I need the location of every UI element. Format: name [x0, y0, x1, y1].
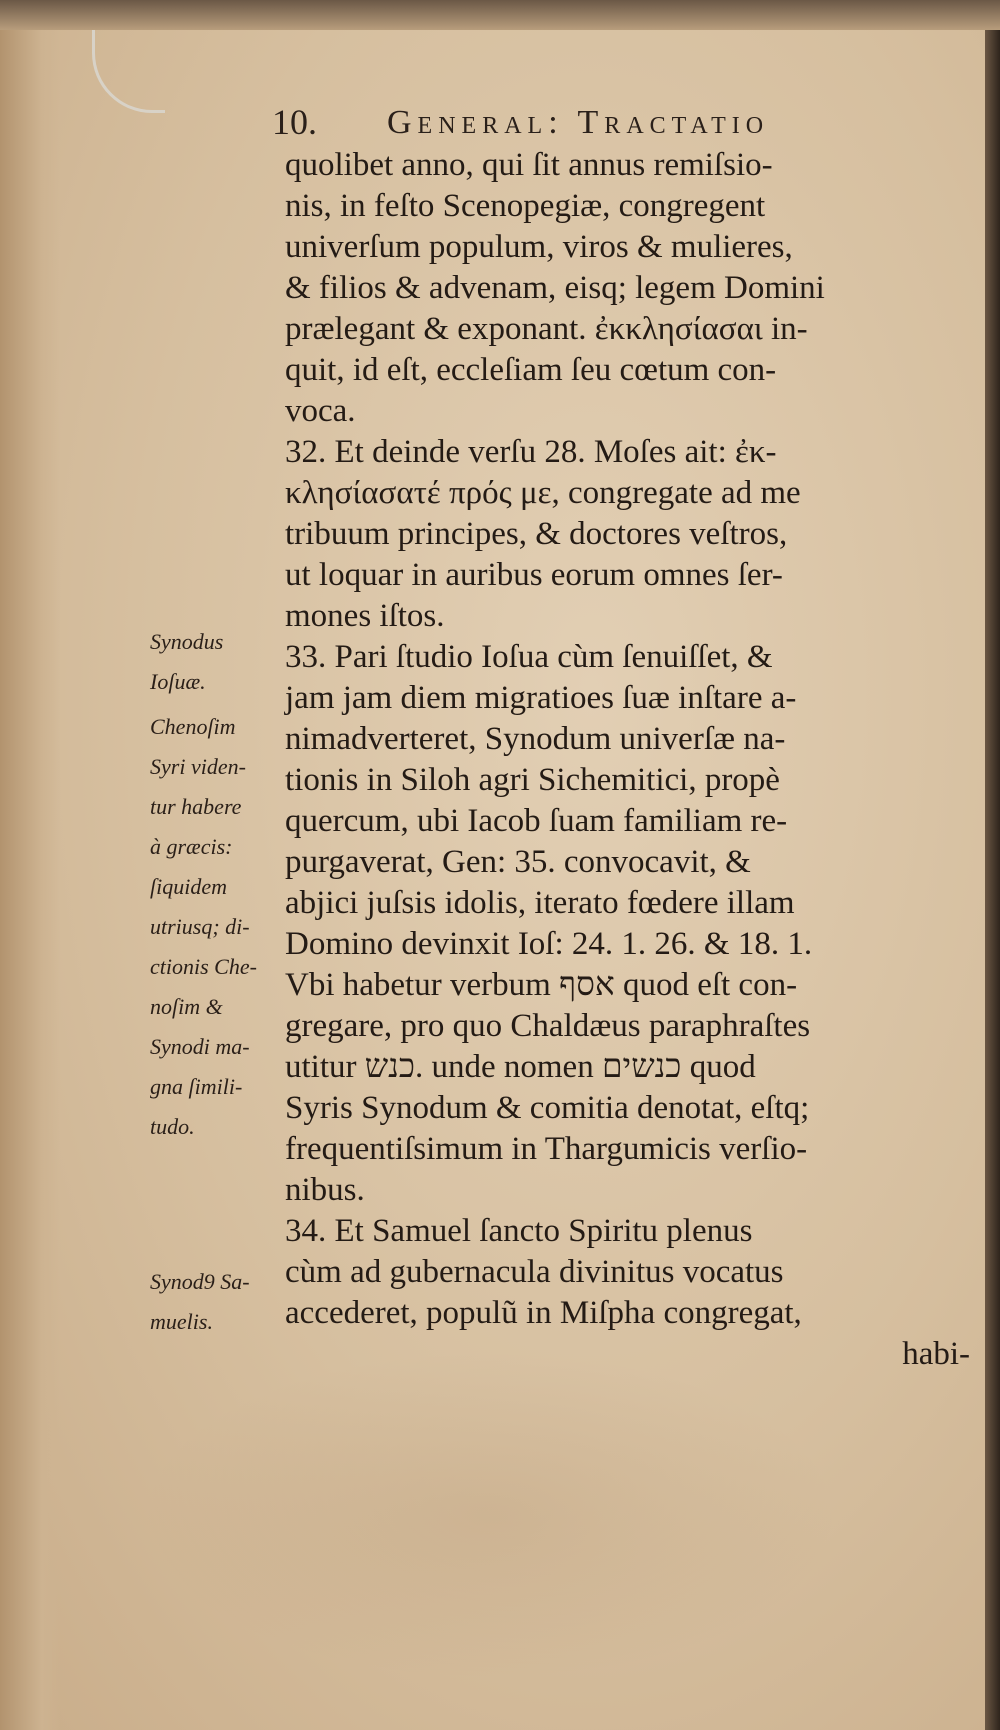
text-line: ut loquar in auribus eorum omnes ſer- — [285, 557, 783, 593]
text-line: tionis in Siloh agri Sichemitici, propè — [285, 762, 780, 798]
text-line: 33. Pari ſtudio Ioſua cùm ſenuiſſet, & — [285, 639, 773, 675]
margin-note-line: ſiquidem — [150, 874, 227, 899]
text-line: mones iſtos. — [285, 598, 445, 634]
margin-note-line: à græcis: — [150, 834, 233, 859]
margin-note-line: Ioſuæ. — [150, 669, 206, 694]
text-line: jam jam diem migratioes ſuæ inſtare a- — [285, 680, 797, 716]
text-line: Vbi habetur verbum אסף quod eſt con- — [285, 967, 798, 1003]
text-line: gregare, pro quo Chaldæus paraphraſtes — [285, 1008, 811, 1044]
margin-note-chenosim — [150, 707, 257, 1147]
text-line: & filios & advenam, eisq; legem Domini — [285, 270, 825, 306]
text-line: frequentiſsimum in Thargumicis verſio- — [285, 1131, 808, 1167]
text-line: abjici juſsis idolis, iterato fœdere illam — [285, 885, 795, 921]
text-line: nibus. — [285, 1172, 365, 1208]
text-line: quit, id eſt, eccleſiam ſeu cœtum con- — [285, 352, 777, 388]
text-line: utitur כנש. unde nomen כנשים quod — [285, 1049, 756, 1085]
text-line: cùm ad gubernacula divinitus vocatus — [285, 1254, 784, 1290]
text-line: prælegant & exponant. ἐκκλησίασαι in- — [285, 311, 808, 347]
text-line: Domino devinxit Ioſ: 24. 1. 26. & 18. 1. — [285, 926, 813, 962]
margin-note-line: tudo. — [150, 1114, 195, 1139]
text-line: quercum, ubi Iacob ſuam familiam re- — [285, 803, 788, 839]
text-line: nimadverteret, Synodum univerſæ na- — [285, 721, 786, 757]
top-edge — [0, 0, 1000, 30]
text-line: voca. — [285, 393, 356, 429]
page-header — [272, 100, 962, 145]
margin-note-line: ctionis Che- — [150, 954, 257, 979]
margin-note-synodus-samuelis — [150, 1262, 250, 1342]
margin-note-line: Synodus — [150, 629, 224, 654]
margin-note-line: Syri viden- — [150, 754, 246, 779]
text-line: quolibet anno, qui ſit annus remiſsio- — [285, 147, 773, 183]
text-line: accederet, populũ in Miſpha congregat, — [285, 1295, 802, 1331]
text-line: purgaverat, Gen: 35. convocavit, & — [285, 844, 751, 880]
margin-note-line: muelis. — [150, 1309, 213, 1334]
margin-note-synodus-iosuae — [150, 622, 223, 702]
page-number: 10. — [272, 102, 317, 142]
margin-note-line: Synod9 Sa- — [150, 1269, 250, 1294]
text-line: habi- — [902, 1336, 970, 1372]
margin-note-line: noſim & — [150, 994, 223, 1019]
margin-note-line: gna ſimili- — [150, 1074, 243, 1099]
text-line: κλησίασατέ πρός με, congregate ad me — [285, 475, 801, 511]
text-line: nis, in feſto Scenopegiæ, congregent — [285, 188, 766, 224]
running-title: General: Tractatio — [387, 104, 770, 141]
margin-note-line: Synodi ma- — [150, 1034, 250, 1059]
main-text — [285, 145, 990, 1375]
margin-note-line: Chenoſim — [150, 714, 236, 739]
text-line: tribuum principes, & doctores veſtros, — [285, 516, 788, 552]
margin-note-line: tur habere — [150, 794, 242, 819]
margin-note-line: utriusq; di- — [150, 914, 250, 939]
text-line: 34. Et Samuel ſancto Spiritu plenus — [285, 1213, 753, 1249]
page-gutter — [0, 0, 60, 1730]
text-line: univerſum populum, viros & mulieres, — [285, 229, 793, 265]
text-line: 32. Et deinde verſu 28. Moſes ait: ἐκ- — [285, 434, 777, 470]
paper-stain — [140, 1350, 840, 1680]
text-line: Syris Synodum & comitia denotat, eſtq; — [285, 1090, 810, 1126]
